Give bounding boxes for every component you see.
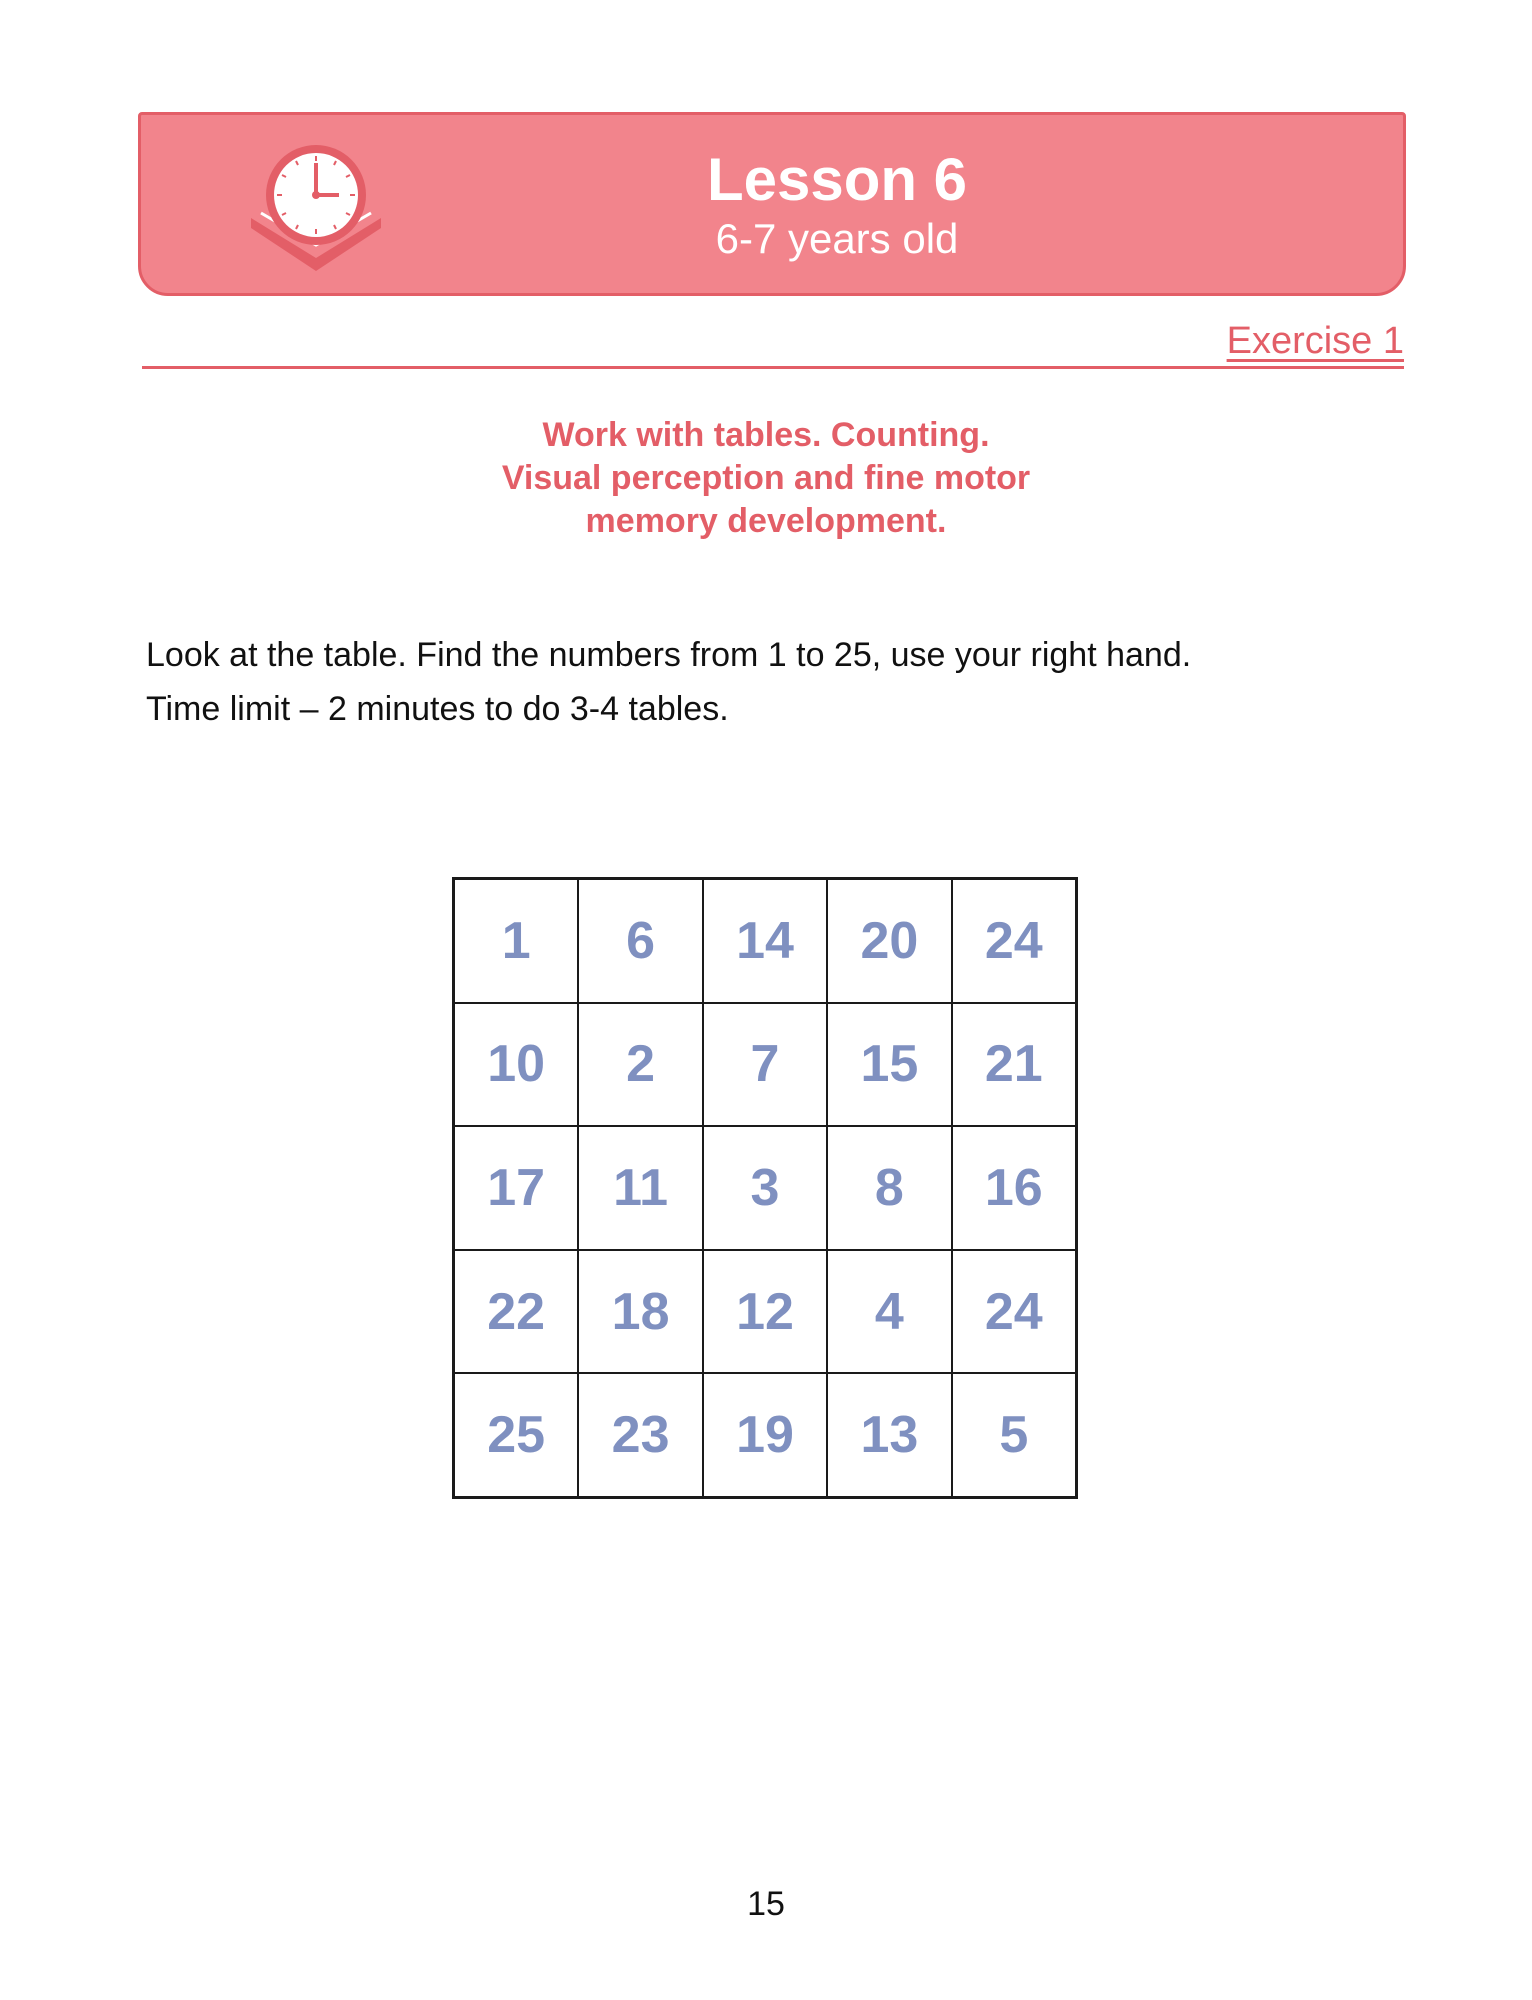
table-cell[interactable]: 2 bbox=[578, 1003, 702, 1127]
exercise-goals bbox=[0, 414, 1532, 543]
table-cell[interactable]: 24 bbox=[952, 1250, 1076, 1374]
instruction-line: Time limit – 2 minutes to do 3-4 tables. bbox=[146, 690, 729, 728]
table-cell[interactable]: 19 bbox=[703, 1373, 827, 1497]
number-table bbox=[452, 877, 1078, 1499]
age-range: 6-7 years old bbox=[715, 215, 959, 262]
table-cell[interactable]: 22 bbox=[454, 1250, 578, 1374]
table-cell[interactable]: 7 bbox=[703, 1003, 827, 1127]
table-cell[interactable]: 5 bbox=[952, 1373, 1076, 1497]
goal-line: Work with tables. Counting. bbox=[542, 416, 990, 454]
table-cell[interactable]: 11 bbox=[578, 1126, 702, 1250]
table-cell[interactable]: 8 bbox=[827, 1126, 951, 1250]
exercise-label: Exercise 1 bbox=[1226, 320, 1404, 362]
page-number: 15 bbox=[747, 1885, 785, 1923]
table-cell[interactable]: 20 bbox=[827, 879, 951, 1003]
table-cell[interactable]: 21 bbox=[952, 1003, 1076, 1127]
table-cell[interactable]: 16 bbox=[952, 1126, 1076, 1250]
table-cell[interactable]: 12 bbox=[703, 1250, 827, 1374]
table-cell[interactable]: 1 bbox=[454, 879, 578, 1003]
table-cell[interactable]: 24 bbox=[952, 879, 1076, 1003]
table-cell[interactable]: 23 bbox=[578, 1373, 702, 1497]
table-cell[interactable]: 4 bbox=[827, 1250, 951, 1374]
table-cell[interactable]: 3 bbox=[703, 1126, 827, 1250]
table-cell[interactable]: 18 bbox=[578, 1250, 702, 1374]
table-cell[interactable]: 17 bbox=[454, 1126, 578, 1250]
divider bbox=[142, 366, 1404, 369]
table-cell[interactable]: 25 bbox=[454, 1373, 578, 1497]
table-cell[interactable]: 13 bbox=[827, 1373, 951, 1497]
table-cell[interactable]: 10 bbox=[454, 1003, 578, 1127]
table-cell[interactable]: 15 bbox=[827, 1003, 951, 1127]
goal-line: Visual perception and fine motor bbox=[501, 459, 1031, 497]
instruction-line: Look at the table. Find the numbers from 1 to 25, use your right hand. bbox=[146, 636, 1192, 674]
table-cell[interactable]: 14 bbox=[703, 879, 827, 1003]
table-cell[interactable]: 6 bbox=[578, 879, 702, 1003]
lesson-banner bbox=[138, 112, 1406, 296]
lesson-title: Lesson 6 bbox=[706, 146, 968, 213]
goal-line: memory development. bbox=[585, 502, 947, 540]
